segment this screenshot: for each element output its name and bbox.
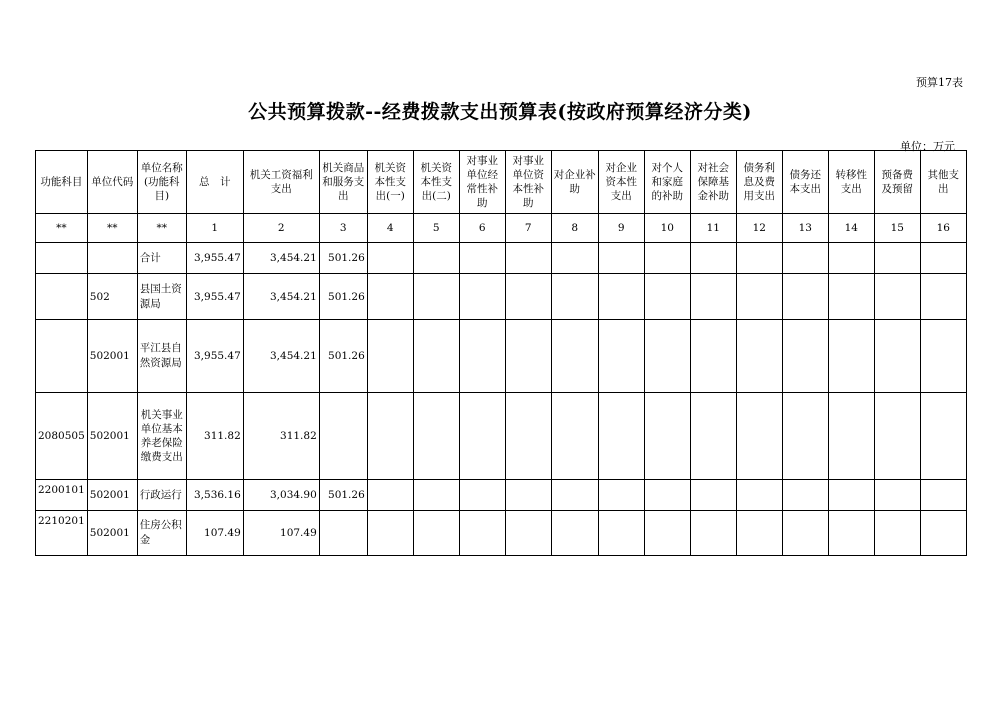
form-number: 预算17表	[916, 76, 963, 89]
empty-cell	[459, 393, 505, 480]
empty-cell	[459, 320, 505, 393]
empty-cell	[459, 480, 505, 511]
empty-cell	[367, 393, 413, 480]
empty-cell	[690, 274, 736, 320]
header-cell: 机关商品和服务支出	[319, 151, 367, 214]
empty-cell	[367, 511, 413, 556]
table-row	[36, 480, 967, 511]
header-cell: 对企业补助	[551, 151, 598, 214]
index-cell: 4	[367, 214, 413, 243]
total-cell: 3,955.47	[186, 274, 243, 320]
empty-cell	[782, 320, 828, 393]
total-cell: 3,536.16	[186, 480, 243, 511]
empty-cell	[690, 320, 736, 393]
empty-cell	[920, 393, 966, 480]
salary-cell: 3,454.21	[243, 274, 319, 320]
empty-cell	[828, 274, 874, 320]
total-cell: 107.49	[186, 511, 243, 556]
header-cell: 预备费及预留	[874, 151, 920, 214]
header-cell: 对社会保障基金补助	[690, 151, 736, 214]
unit-code-cell: 502001	[87, 393, 137, 480]
header-cell: 对企业资本性支出	[598, 151, 644, 214]
empty-cell	[505, 480, 551, 511]
func-code-cell	[36, 274, 88, 320]
salary-cell: 3,454.21	[243, 243, 319, 274]
empty-cell	[598, 511, 644, 556]
salary-cell: 311.82	[243, 393, 319, 480]
empty-cell	[551, 243, 598, 274]
header-cell: 总 计	[186, 151, 243, 214]
empty-cell	[644, 511, 690, 556]
total-cell: 3,955.47	[186, 243, 243, 274]
index-cell: 13	[782, 214, 828, 243]
page-title: 公共预算拨款--经费拨款支出预算表(按政府预算经济分类)	[248, 101, 752, 123]
empty-cell	[736, 320, 782, 393]
empty-cell	[505, 511, 551, 556]
empty-cell	[459, 243, 505, 274]
empty-cell	[598, 480, 644, 511]
unit-name-cell: 住房公积金	[137, 511, 186, 556]
empty-cell	[413, 480, 459, 511]
empty-cell	[413, 511, 459, 556]
empty-cell	[551, 511, 598, 556]
header-row	[36, 151, 967, 214]
index-cell: 9	[598, 214, 644, 243]
index-cell: 15	[874, 214, 920, 243]
header-cell: 对事业单位资本性补助	[505, 151, 551, 214]
empty-cell	[874, 320, 920, 393]
header-cell: 对事业单位经常性补助	[459, 151, 505, 214]
empty-cell	[551, 320, 598, 393]
goods-cell: 501.26	[319, 320, 367, 393]
unit-name-cell: 平江县自然资源局	[137, 320, 186, 393]
salary-cell: 3,454.21	[243, 320, 319, 393]
empty-cell	[413, 320, 459, 393]
index-cell: 8	[551, 214, 598, 243]
func-code-cell: 2200101	[36, 480, 88, 511]
goods-cell: 501.26	[319, 274, 367, 320]
index-cell: 10	[644, 214, 690, 243]
header-cell: 债务还本支出	[782, 151, 828, 214]
table-row	[36, 243, 967, 274]
budget-table	[35, 150, 967, 556]
index-cell: 12	[736, 214, 782, 243]
func-code-cell	[36, 320, 88, 393]
empty-cell	[782, 393, 828, 480]
empty-cell	[874, 511, 920, 556]
unit-name-cell: 县国土资源局	[137, 274, 186, 320]
empty-cell	[920, 274, 966, 320]
index-cell: 2	[243, 214, 319, 243]
table-row	[36, 511, 967, 556]
empty-cell	[505, 243, 551, 274]
empty-cell	[459, 511, 505, 556]
empty-cell	[413, 393, 459, 480]
empty-cell	[551, 480, 598, 511]
empty-cell	[920, 480, 966, 511]
func-code-cell: 2210201	[36, 511, 88, 556]
empty-cell	[367, 480, 413, 511]
empty-cell	[459, 274, 505, 320]
empty-cell	[874, 480, 920, 511]
empty-cell	[690, 480, 736, 511]
empty-cell	[690, 393, 736, 480]
index-cell: 1	[186, 214, 243, 243]
empty-cell	[828, 393, 874, 480]
index-cell: 16	[920, 214, 966, 243]
empty-cell	[874, 243, 920, 274]
empty-cell	[644, 393, 690, 480]
empty-cell	[598, 243, 644, 274]
header-cell: 债务利息及费用支出	[736, 151, 782, 214]
unit-name-cell: 机关事业单位基本养老保险缴费支出	[137, 393, 186, 480]
empty-cell	[736, 274, 782, 320]
goods-cell	[319, 511, 367, 556]
empty-cell	[598, 274, 644, 320]
header-cell: 机关资本性支出(二)	[413, 151, 459, 214]
index-cell: 11	[690, 214, 736, 243]
index-cell: 5	[413, 214, 459, 243]
header-cell: 单位名称(功能科目)	[137, 151, 186, 214]
empty-cell	[874, 274, 920, 320]
empty-cell	[736, 480, 782, 511]
unit-label: 单位：万元	[900, 140, 955, 153]
func-code-cell: 2080505	[36, 393, 88, 480]
header-cell: 对个人和家庭的补助	[644, 151, 690, 214]
empty-cell	[736, 393, 782, 480]
unit-code-cell: 502	[87, 274, 137, 320]
goods-cell: 501.26	[319, 243, 367, 274]
empty-cell	[598, 320, 644, 393]
header-cell: 功能科目	[36, 151, 88, 214]
empty-cell	[736, 243, 782, 274]
empty-cell	[598, 393, 644, 480]
total-cell: 3,955.47	[186, 320, 243, 393]
index-cell: **	[87, 214, 137, 243]
salary-cell: 107.49	[243, 511, 319, 556]
empty-cell	[920, 511, 966, 556]
table-row	[36, 320, 967, 393]
empty-cell	[828, 480, 874, 511]
index-cell: **	[36, 214, 88, 243]
empty-cell	[644, 480, 690, 511]
empty-cell	[828, 320, 874, 393]
empty-cell	[367, 243, 413, 274]
empty-cell	[644, 274, 690, 320]
goods-cell: 501.26	[319, 480, 367, 511]
empty-cell	[367, 320, 413, 393]
empty-cell	[644, 243, 690, 274]
goods-cell	[319, 393, 367, 480]
unit-name-cell: 行政运行	[137, 480, 186, 511]
empty-cell	[505, 320, 551, 393]
func-code-cell	[36, 243, 88, 274]
empty-cell	[828, 511, 874, 556]
total-cell: 311.82	[186, 393, 243, 480]
empty-cell	[551, 274, 598, 320]
header-cell: 机关工资福利支出	[243, 151, 319, 214]
index-cell: 7	[505, 214, 551, 243]
empty-cell	[690, 243, 736, 274]
unit-code-cell: 502001	[87, 480, 137, 511]
empty-cell	[644, 320, 690, 393]
empty-cell	[367, 274, 413, 320]
empty-cell	[782, 480, 828, 511]
header-cell: 机关资本性支出(一)	[367, 151, 413, 214]
table-row	[36, 393, 967, 480]
empty-cell	[551, 393, 598, 480]
index-cell: 14	[828, 214, 874, 243]
header-cell: 转移性支出	[828, 151, 874, 214]
header-cell: 其他支出	[920, 151, 966, 214]
salary-cell: 3,034.90	[243, 480, 319, 511]
empty-cell	[782, 511, 828, 556]
index-cell: 6	[459, 214, 505, 243]
empty-cell	[505, 393, 551, 480]
header-cell: 单位代码	[87, 151, 137, 214]
empty-cell	[874, 393, 920, 480]
empty-cell	[690, 511, 736, 556]
unit-code-cell: 502001	[87, 320, 137, 393]
empty-cell	[413, 274, 459, 320]
empty-cell	[920, 320, 966, 393]
empty-cell	[782, 243, 828, 274]
empty-cell	[920, 243, 966, 274]
index-row	[36, 214, 967, 243]
index-cell: **	[137, 214, 186, 243]
unit-code-cell	[87, 243, 137, 274]
empty-cell	[782, 274, 828, 320]
empty-cell	[413, 243, 459, 274]
unit-code-cell: 502001	[87, 511, 137, 556]
table-row	[36, 274, 967, 320]
empty-cell	[505, 274, 551, 320]
empty-cell	[736, 511, 782, 556]
empty-cell	[828, 243, 874, 274]
index-cell: 3	[319, 214, 367, 243]
unit-name-cell: 合计	[137, 243, 186, 274]
